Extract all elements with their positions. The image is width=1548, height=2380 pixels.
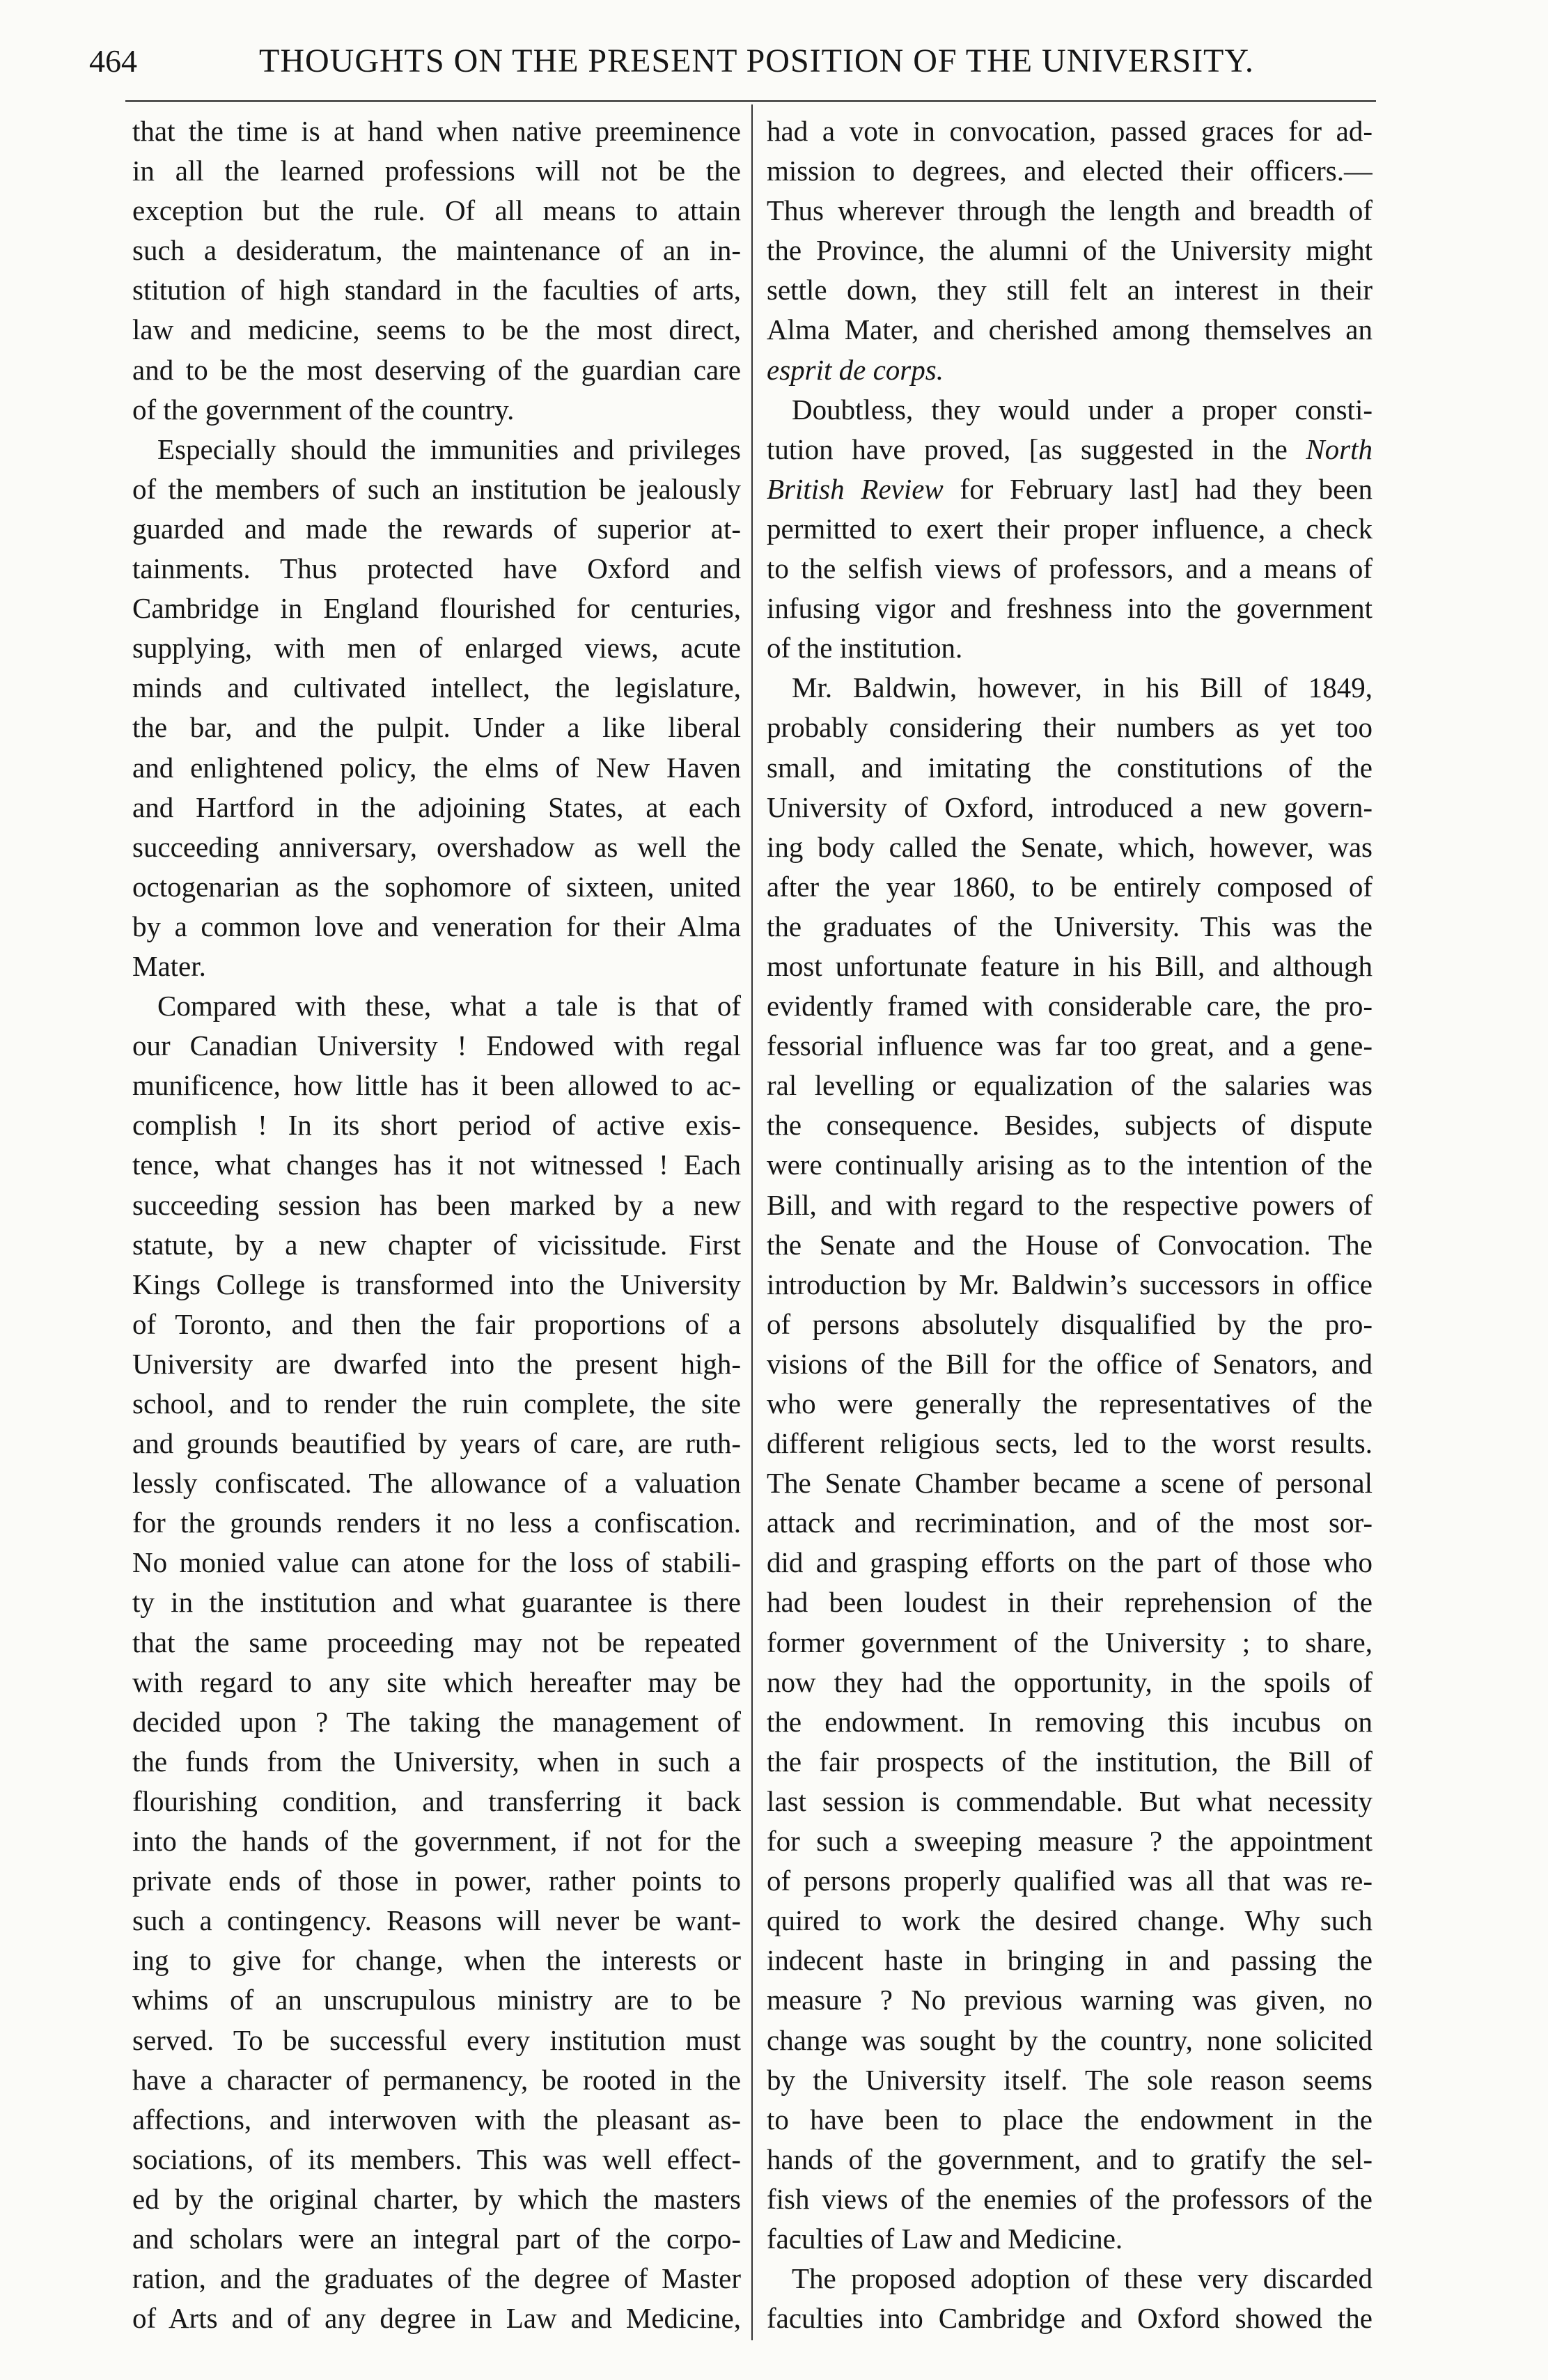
text-line: the funds from the University, when in such a: [132, 1745, 741, 1778]
text-line: of Toronto, and then the fair proportions of a: [132, 1307, 741, 1340]
italic-text: British Review: [767, 472, 944, 505]
text-line: the Senate and the House of Convocation. The: [767, 1228, 1373, 1261]
text-line: Alma Mater, and cherished among themselves an: [767, 313, 1373, 346]
text-line: visions of the Bill for the office of Senators, and: [767, 1347, 1373, 1380]
text-line: fish views of the enemies of the professors of the: [767, 2182, 1373, 2215]
text-line: and to be the most deserving of the guardian care: [132, 353, 741, 386]
text-line: introduction by Mr. Baldwin’s successors in office: [767, 1268, 1373, 1300]
text-line: different religious sects, led to the worst results.: [767, 1427, 1373, 1460]
text-line: last session is commendable. But what necessity: [767, 1784, 1373, 1817]
paragraph: [767, 111, 1373, 390]
text-line: and grounds beautified by years of care, are ruth-: [132, 1427, 741, 1460]
text-line: ty in the institution and what guarantee is there: [132, 1586, 741, 1619]
text-line: ing body called the Senate, which, however, was: [767, 830, 1373, 863]
text-line: had been loudest in their reprehension of the: [767, 1586, 1373, 1619]
text-line: succeeding anniversary, overshadow as well the: [132, 830, 741, 863]
text-line: of Arts and of any degree in Law and Medicine,: [132, 2302, 741, 2335]
text-line: of the members of such an institution be jealously: [132, 472, 741, 505]
text-line: did and grasping efforts on the part of those who: [767, 1546, 1373, 1579]
paragraph: [767, 668, 1373, 2259]
text-line: indecent haste in bringing in and passing the: [767, 1944, 1373, 1977]
column-right: [767, 111, 1373, 2338]
paragraph: [132, 111, 741, 430]
text-line: quired to work the desired change. Why such: [767, 1904, 1373, 1937]
text-line: fessorial influence was far too great, and a gene-: [767, 1029, 1373, 1062]
text-line: faculties of Law and Medicine.: [767, 2222, 1123, 2255]
text-line: evidently framed with considerable care, the pro-: [767, 990, 1373, 1022]
text-line: change was sought by the country, none solicited: [767, 2023, 1373, 2056]
text-line: flourishing condition, and transferring it back: [132, 1784, 741, 1817]
italic-text: North: [1306, 433, 1373, 465]
text-line: octogenarian as the sophomore of sixteen, united: [132, 870, 741, 903]
text-line: the endowment. In removing this incubus on: [767, 1705, 1373, 1738]
text-line: guarded and made the rewards of superior at-: [132, 512, 741, 545]
text-line: of the institution.: [767, 632, 963, 664]
text-line: tainments. Thus protected have Oxford and: [132, 552, 741, 585]
text-line: ral levelling or equalization of the salaries was: [767, 1069, 1373, 1102]
text-line: infusing vigor and freshness into the government: [767, 592, 1373, 625]
text-line: ed by the original charter, by which the masters: [132, 2182, 741, 2215]
text-line: settle down, they still felt an interest in their: [767, 274, 1373, 306]
text-line: private ends of those in power, rather points to: [132, 1865, 741, 1897]
text-line: whims of an unscrupulous ministry are to be: [132, 1984, 741, 2016]
text-run: for February last] had they been: [943, 472, 1373, 505]
text-line: to the selfish views of professors, and a means of: [767, 552, 1373, 585]
text-line: of persons properly qualified was all that was re-: [767, 1865, 1373, 1897]
text-line: The Senate Chamber became a scene of personal: [767, 1467, 1373, 1500]
text-line: who were generally the representatives of the: [767, 1387, 1373, 1420]
text-line: mission to degrees, and elected their officers.—: [767, 155, 1373, 187]
text-line: Especially should the immunities and privileges: [157, 433, 741, 465]
text-line: such a desideratum, the maintenance of an in-: [132, 234, 741, 267]
text-line: permitted to exert their proper influence, a check: [767, 512, 1373, 545]
text-line: probably considering their numbers as yet too: [767, 711, 1373, 744]
text-line: attack and recrimination, and of the most sor-: [767, 1507, 1373, 1539]
text-line: Thus wherever through the length and breadth of: [767, 194, 1373, 227]
text-line: Kings College is transformed into the University: [132, 1268, 741, 1300]
text-line: were continually arising as to the intention of the: [767, 1149, 1373, 1181]
text-line: by the University itself. The sole reason seems: [767, 2063, 1373, 2096]
text-line: the fair prospects of the institution, the Bill of: [767, 1745, 1373, 1778]
paragraph: [132, 430, 741, 986]
text-line: stitution of high standard in the faculties of arts,: [132, 274, 741, 306]
italic-text: esprit de corps.: [767, 353, 944, 386]
text-line: to have been to place the endowment in the: [767, 2103, 1373, 2136]
text-line: for such a sweeping measure ? the appointment: [767, 1825, 1373, 1858]
text-line: now they had the opportunity, in the spoils of: [767, 1665, 1373, 1698]
text-line: that the time is at hand when native preeminence: [132, 115, 741, 147]
text-line: munificence, how little has it been allowed to ac-: [132, 1069, 741, 1102]
text-line: and scholars were an integral part of the corpo-: [132, 2222, 741, 2255]
text-line: University are dwarfed into the present high-: [132, 1347, 741, 1380]
text-line: small, and imitating the constitutions of the: [767, 751, 1373, 784]
text-line: hands of the government, and to gratify the sel-: [767, 2142, 1373, 2175]
page-number: 464: [89, 43, 137, 79]
text-line: after the year 1860, to be entirely composed of: [767, 870, 1373, 903]
text-line: faculties into Cambridge and Oxford showed the: [767, 2302, 1373, 2335]
text-line: exception but the rule. Of all means to attain: [132, 194, 741, 227]
text-line: affections, and interwoven with the pleasant as-: [132, 2103, 741, 2136]
text-line: most unfortunate feature in his Bill, and although: [767, 949, 1373, 982]
paragraph: [767, 390, 1373, 669]
text-line: into the hands of the government, if not for the: [132, 1825, 741, 1858]
text-line: and Hartford in the adjoining States, at each: [132, 791, 741, 823]
text-line: had a vote in convocation, passed graces for ad-: [767, 115, 1373, 147]
text-line: supplying, with men of enlarged views, acute: [132, 632, 741, 664]
text-line: that the same proceeding may not be repeated: [132, 1626, 741, 1658]
header-rule: [125, 100, 1376, 102]
text-line: such a contingency. Reasons will never be want-: [132, 1904, 741, 1937]
text-line: for the grounds renders it no less a confiscation.: [132, 1507, 741, 1539]
paragraph: [767, 2259, 1373, 2338]
text-line: [767, 430, 1373, 469]
text-line: tence, what changes has it not witnessed ! Each: [132, 1149, 741, 1181]
text-line: Compared with these, what a tale is that of: [157, 990, 741, 1022]
text-line: the consequence. Besides, subjects of dispute: [767, 1109, 1373, 1142]
text-line: The proposed adoption of these very discarded: [792, 2262, 1373, 2295]
text-line: the graduates of the University. This was the: [767, 910, 1373, 942]
text-line: succeeding session has been marked by a new: [132, 1188, 741, 1221]
text-line: Doubtless, they would under a proper consti-: [792, 393, 1373, 426]
text-line: and enlightened policy, the elms of New Haven: [132, 751, 741, 784]
text-line: complish ! In its short period of active exis-: [132, 1109, 741, 1142]
text-line: [767, 350, 1373, 390]
text-line: ing to give for change, when the interests or: [132, 1944, 741, 1977]
text-line: of the government of the country.: [132, 393, 515, 426]
text-line: Mater.: [132, 949, 206, 982]
text-line: Mr. Baldwin, however, in his Bill of 1849,: [792, 671, 1373, 704]
text-line: Cambridge in England flourished for centuries,: [132, 592, 741, 625]
text-line: school, and to render the ruin complete, the site: [132, 1387, 741, 1420]
column-left: [132, 111, 741, 2338]
text-line: No monied value can atone for the loss of stabili-: [132, 1546, 741, 1579]
text-line: law and medicine, seems to be the most direct,: [132, 313, 741, 346]
text-line: minds and cultivated intellect, the legislature,: [132, 671, 741, 704]
text-line: ration, and the graduates of the degree of Master: [132, 2262, 741, 2295]
text-line: by a common love and veneration for their Alma: [132, 910, 741, 942]
text-line: measure ? No previous warning was given, no: [767, 1984, 1373, 2016]
text-line: statute, by a new chapter of vicissitude. First: [132, 1228, 741, 1261]
text-line: have a character of permanency, be rooted in the: [132, 2063, 741, 2096]
text-line: our Canadian University ! Endowed with regal: [132, 1029, 741, 1062]
text-line: with regard to any site which hereafter may be: [132, 1665, 741, 1698]
text-line: in all the learned professions will not be the: [132, 155, 741, 187]
text-line: the bar, and the pulpit. Under a like liberal: [132, 711, 741, 744]
text-line: served. To be successful every institution must: [132, 2023, 741, 2056]
text-line: [767, 469, 1373, 509]
paragraph: [132, 986, 741, 2338]
text-line: lessly confiscated. The allowance of a valuation: [132, 1467, 741, 1500]
text-line: former government of the University ; to share,: [767, 1626, 1373, 1658]
text-line: University of Oxford, introduced a new govern-: [767, 791, 1373, 823]
text-line: the Province, the alumni of the University might: [767, 234, 1373, 267]
text-run: tution have proved, [as suggested in the: [767, 433, 1306, 465]
text-line: Bill, and with regard to the respective powers of: [767, 1188, 1373, 1221]
text-line: sociations, of its members. This was well effect-: [132, 2142, 741, 2175]
text-line: of persons absolutely disqualified by the pro-: [767, 1307, 1373, 1340]
text-line: decided upon ? The taking the management of: [132, 1705, 741, 1738]
running-title: THOUGHTS ON THE PRESENT POSITION OF THE UNIVERSITY.: [259, 42, 1254, 79]
column-divider: [751, 104, 753, 2340]
